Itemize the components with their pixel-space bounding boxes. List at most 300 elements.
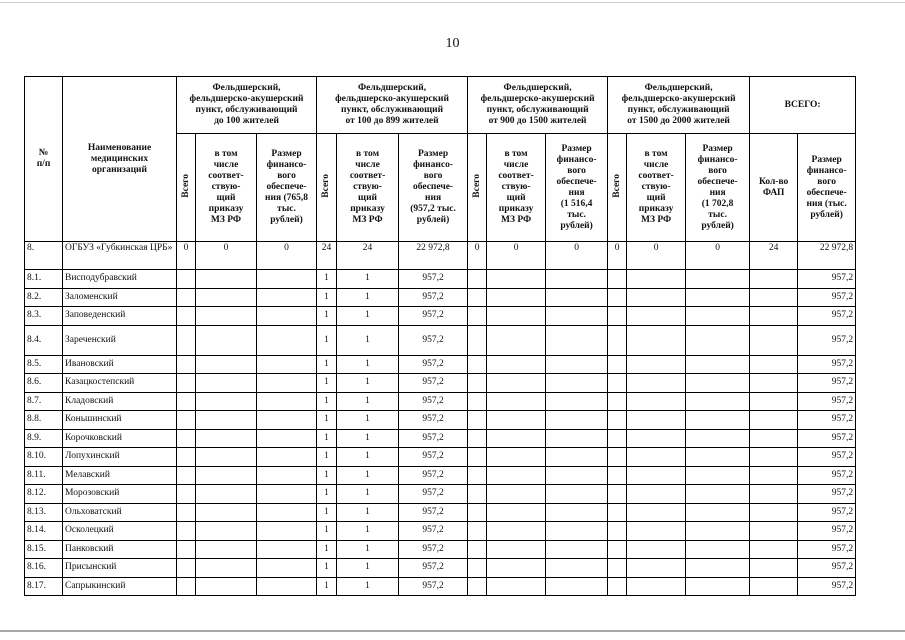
row-cell: 1 bbox=[337, 392, 399, 411]
header-total-count: Кол-во ФАП bbox=[750, 134, 798, 242]
row-cell bbox=[257, 540, 317, 559]
table-row bbox=[25, 374, 856, 393]
row-cell: 957,2 bbox=[798, 355, 856, 374]
row-cell bbox=[177, 522, 196, 541]
row-cell bbox=[257, 392, 317, 411]
row-number: 8.9. bbox=[25, 429, 63, 448]
row-cell bbox=[177, 270, 196, 289]
row-cell bbox=[686, 540, 750, 559]
header-g1-total: Всего bbox=[177, 134, 196, 242]
header-total: ВСЕГО: bbox=[750, 77, 856, 134]
row-org-name: Ивановский bbox=[63, 355, 177, 374]
row-cell: 24 bbox=[337, 242, 399, 270]
row-cell bbox=[686, 485, 750, 504]
row-cell bbox=[468, 466, 487, 485]
row-cell: 0 bbox=[546, 242, 608, 270]
row-cell bbox=[686, 429, 750, 448]
row-org-name: Присынский bbox=[63, 559, 177, 578]
row-cell: 1 bbox=[337, 429, 399, 448]
header-number: № п/п bbox=[25, 77, 63, 242]
row-cell bbox=[546, 559, 608, 578]
row-cell bbox=[196, 270, 257, 289]
table-row bbox=[25, 540, 856, 559]
row-cell bbox=[750, 522, 798, 541]
row-number: 8.7. bbox=[25, 392, 63, 411]
row-org-name: Панковский bbox=[63, 540, 177, 559]
row-cell bbox=[177, 374, 196, 393]
row-org-name: Висподубравский bbox=[63, 270, 177, 289]
row-cell bbox=[487, 485, 546, 504]
row-cell: 957,2 bbox=[798, 522, 856, 541]
row-cell bbox=[546, 429, 608, 448]
row-cell: 24 bbox=[750, 242, 798, 270]
row-cell bbox=[177, 355, 196, 374]
row-cell: 1 bbox=[317, 325, 337, 355]
row-number: 8.2. bbox=[25, 288, 63, 307]
row-number: 8.16. bbox=[25, 559, 63, 578]
row-cell bbox=[196, 485, 257, 504]
row-cell: 1 bbox=[337, 448, 399, 467]
row-cell: 957,2 bbox=[399, 577, 468, 596]
row-cell bbox=[487, 522, 546, 541]
row-cell bbox=[627, 485, 686, 504]
row-cell bbox=[608, 288, 627, 307]
row-org-name: Кладовский bbox=[63, 392, 177, 411]
row-cell bbox=[750, 374, 798, 393]
row-cell bbox=[750, 485, 798, 504]
row-cell: 1 bbox=[337, 270, 399, 289]
row-cell: 957,2 bbox=[399, 325, 468, 355]
table-row bbox=[25, 577, 856, 596]
row-cell: 957,2 bbox=[798, 288, 856, 307]
header-g1-fin: Размер финансо- вого обеспече- ния (765,8 тыс. рублей) bbox=[257, 134, 317, 242]
row-cell bbox=[750, 466, 798, 485]
table-row bbox=[25, 355, 856, 374]
row-number: 8.6. bbox=[25, 374, 63, 393]
row-cell bbox=[257, 429, 317, 448]
row-cell bbox=[546, 325, 608, 355]
row-cell bbox=[627, 374, 686, 393]
row-cell: 957,2 bbox=[399, 429, 468, 448]
row-cell bbox=[487, 577, 546, 596]
row-number: 8.5. bbox=[25, 355, 63, 374]
row-cell bbox=[196, 429, 257, 448]
row-cell bbox=[468, 392, 487, 411]
row-cell bbox=[468, 325, 487, 355]
row-cell bbox=[608, 270, 627, 289]
row-cell: 957,2 bbox=[798, 429, 856, 448]
row-cell bbox=[177, 577, 196, 596]
row-cell bbox=[608, 540, 627, 559]
row-cell bbox=[177, 503, 196, 522]
row-number: 8.14. bbox=[25, 522, 63, 541]
row-cell bbox=[196, 288, 257, 307]
row-cell: 957,2 bbox=[798, 325, 856, 355]
row-cell bbox=[257, 485, 317, 504]
row-cell: 1 bbox=[317, 540, 337, 559]
row-cell bbox=[257, 577, 317, 596]
row-cell bbox=[177, 466, 196, 485]
row-cell bbox=[627, 392, 686, 411]
row-cell bbox=[487, 307, 546, 326]
header-g1-mz: в том числе соответ- ствую- щий приказу МЗ РФ bbox=[196, 134, 257, 242]
header-g3-mz: в том числе соответ- ствую- щий приказу МЗ РФ bbox=[487, 134, 546, 242]
row-cell bbox=[487, 270, 546, 289]
row-cell: 957,2 bbox=[399, 485, 468, 504]
row-cell: 1 bbox=[317, 448, 337, 467]
row-cell bbox=[196, 325, 257, 355]
row-cell bbox=[627, 355, 686, 374]
row-cell: 1 bbox=[317, 307, 337, 326]
row-cell bbox=[468, 503, 487, 522]
row-cell bbox=[487, 288, 546, 307]
row-cell bbox=[750, 429, 798, 448]
table-row bbox=[25, 522, 856, 541]
row-cell bbox=[546, 466, 608, 485]
row-cell bbox=[177, 429, 196, 448]
row-cell bbox=[177, 559, 196, 578]
header-g2-fin: Размер финансо- вого обеспече- ния (957,2 тыс. рублей) bbox=[399, 134, 468, 242]
row-cell bbox=[546, 307, 608, 326]
row-cell bbox=[546, 540, 608, 559]
row-cell bbox=[257, 448, 317, 467]
row-cell bbox=[686, 522, 750, 541]
row-cell bbox=[487, 559, 546, 578]
row-cell bbox=[177, 288, 196, 307]
row-number: 8.3. bbox=[25, 307, 63, 326]
row-org-name: Заповеденский bbox=[63, 307, 177, 326]
row-cell bbox=[627, 307, 686, 326]
table-row bbox=[25, 325, 856, 355]
table-row bbox=[25, 242, 856, 270]
row-cell bbox=[468, 307, 487, 326]
row-cell bbox=[257, 503, 317, 522]
row-org-name: Сапрыкинский bbox=[63, 577, 177, 596]
header-g4-fin: Размер финансо- вого обеспече- ния (1 702,8 тыс. рублей) bbox=[686, 134, 750, 242]
row-cell bbox=[177, 448, 196, 467]
row-cell: 0 bbox=[196, 242, 257, 270]
row-cell bbox=[487, 429, 546, 448]
row-cell: 1 bbox=[317, 503, 337, 522]
row-cell bbox=[546, 411, 608, 430]
row-cell: 1 bbox=[337, 559, 399, 578]
row-cell: 1 bbox=[337, 540, 399, 559]
row-cell bbox=[196, 466, 257, 485]
row-cell bbox=[468, 411, 487, 430]
row-cell: 1 bbox=[317, 270, 337, 289]
row-cell bbox=[177, 411, 196, 430]
row-cell bbox=[487, 466, 546, 485]
row-org-name: Казацкостепский bbox=[63, 374, 177, 393]
row-cell: 0 bbox=[177, 242, 196, 270]
row-cell bbox=[468, 522, 487, 541]
row-cell bbox=[257, 325, 317, 355]
row-cell bbox=[257, 288, 317, 307]
row-cell: 1 bbox=[317, 429, 337, 448]
row-number: 8.4. bbox=[25, 325, 63, 355]
row-cell bbox=[257, 374, 317, 393]
row-cell: 0 bbox=[608, 242, 627, 270]
row-cell bbox=[627, 411, 686, 430]
row-cell bbox=[257, 411, 317, 430]
row-cell: 957,2 bbox=[399, 559, 468, 578]
fap-table bbox=[24, 76, 856, 596]
row-cell bbox=[468, 270, 487, 289]
page-edge-bottom bbox=[0, 630, 905, 632]
row-org-name: Корочковский bbox=[63, 429, 177, 448]
row-cell bbox=[257, 522, 317, 541]
row-org-name: Мелавский bbox=[63, 466, 177, 485]
row-number: 8.12. bbox=[25, 485, 63, 504]
row-cell: 957,2 bbox=[399, 466, 468, 485]
row-cell bbox=[468, 540, 487, 559]
row-cell bbox=[546, 448, 608, 467]
row-cell bbox=[546, 392, 608, 411]
row-cell bbox=[686, 577, 750, 596]
row-cell bbox=[177, 392, 196, 411]
row-cell bbox=[468, 374, 487, 393]
row-cell bbox=[196, 577, 257, 596]
row-cell bbox=[608, 448, 627, 467]
table-row bbox=[25, 429, 856, 448]
row-cell: 957,2 bbox=[798, 577, 856, 596]
header-group-2: Фельдшерский, фельдшерско-акушерский пункт, обслуживающий от 100 до 899 жителей bbox=[317, 77, 468, 134]
row-cell bbox=[196, 559, 257, 578]
row-cell: 24 bbox=[317, 242, 337, 270]
row-cell bbox=[627, 270, 686, 289]
row-cell bbox=[608, 466, 627, 485]
row-cell: 1 bbox=[337, 411, 399, 430]
row-cell: 957,2 bbox=[399, 355, 468, 374]
row-cell bbox=[196, 448, 257, 467]
row-cell bbox=[468, 429, 487, 448]
row-cell: 957,2 bbox=[399, 540, 468, 559]
row-cell bbox=[608, 325, 627, 355]
row-cell bbox=[627, 559, 686, 578]
row-cell bbox=[627, 540, 686, 559]
row-cell: 1 bbox=[337, 374, 399, 393]
row-cell bbox=[487, 355, 546, 374]
row-cell bbox=[750, 307, 798, 326]
row-cell: 957,2 bbox=[798, 503, 856, 522]
row-cell bbox=[627, 522, 686, 541]
page-number: 10 bbox=[445, 36, 460, 51]
row-cell: 957,2 bbox=[399, 411, 468, 430]
row-cell bbox=[196, 307, 257, 326]
row-cell bbox=[546, 503, 608, 522]
row-cell: 0 bbox=[487, 242, 546, 270]
row-cell: 957,2 bbox=[399, 270, 468, 289]
row-cell: 1 bbox=[317, 288, 337, 307]
table-row bbox=[25, 466, 856, 485]
row-number: 8.10. bbox=[25, 448, 63, 467]
row-cell bbox=[487, 448, 546, 467]
row-cell: 22 972,8 bbox=[399, 242, 468, 270]
row-cell: 1 bbox=[317, 355, 337, 374]
row-cell: 957,2 bbox=[798, 392, 856, 411]
row-cell: 957,2 bbox=[798, 540, 856, 559]
header-group-1: Фельдшерский, фельдшерско-акушерский пункт, обслуживающий до 100 жителей bbox=[177, 77, 317, 134]
header-g3-fin: Размер финансо- вого обеспече- ния (1 516,4 тыс. рублей) bbox=[546, 134, 608, 242]
header-total-fin: Размер финансо- вого обеспече- ния (тыс. рублей) bbox=[798, 134, 856, 242]
row-org-name: Заломенский bbox=[63, 288, 177, 307]
row-cell bbox=[196, 411, 257, 430]
table-row bbox=[25, 307, 856, 326]
row-cell bbox=[177, 307, 196, 326]
table-body bbox=[25, 242, 856, 596]
row-cell bbox=[487, 392, 546, 411]
row-cell: 957,2 bbox=[399, 448, 468, 467]
row-cell bbox=[196, 540, 257, 559]
row-cell bbox=[177, 540, 196, 559]
row-cell bbox=[257, 559, 317, 578]
row-cell bbox=[177, 325, 196, 355]
row-cell bbox=[608, 355, 627, 374]
header-g2-total: Всего bbox=[317, 134, 337, 242]
row-cell: 1 bbox=[317, 392, 337, 411]
row-org-name: Ольховатский bbox=[63, 503, 177, 522]
row-cell: 957,2 bbox=[399, 288, 468, 307]
row-cell bbox=[468, 355, 487, 374]
row-cell bbox=[686, 448, 750, 467]
header-g2-mz: в том числе соответ- ствую- щий приказу МЗ РФ bbox=[337, 134, 399, 242]
row-cell bbox=[487, 540, 546, 559]
row-cell bbox=[608, 392, 627, 411]
row-cell bbox=[257, 466, 317, 485]
row-cell bbox=[608, 411, 627, 430]
row-cell: 957,2 bbox=[798, 307, 856, 326]
row-cell bbox=[686, 288, 750, 307]
row-cell bbox=[686, 503, 750, 522]
header-g4-total: Всего bbox=[608, 134, 627, 242]
row-number: 8. bbox=[25, 242, 63, 270]
row-number: 8.17. bbox=[25, 577, 63, 596]
row-number: 8.15. bbox=[25, 540, 63, 559]
row-cell: 1 bbox=[337, 522, 399, 541]
row-cell bbox=[257, 307, 317, 326]
header-g4-mz: в том числе соответ- ствую- щий приказу МЗ РФ bbox=[627, 134, 686, 242]
row-cell: 957,2 bbox=[399, 503, 468, 522]
row-org-name: Осколецкий bbox=[63, 522, 177, 541]
row-cell bbox=[546, 485, 608, 504]
row-cell bbox=[608, 503, 627, 522]
row-cell bbox=[627, 429, 686, 448]
row-cell bbox=[627, 325, 686, 355]
row-cell bbox=[750, 325, 798, 355]
row-cell: 957,2 bbox=[399, 307, 468, 326]
row-cell: 1 bbox=[337, 288, 399, 307]
row-cell: 0 bbox=[468, 242, 487, 270]
row-cell bbox=[750, 288, 798, 307]
table-row bbox=[25, 485, 856, 504]
table-row bbox=[25, 411, 856, 430]
row-cell bbox=[196, 374, 257, 393]
row-cell bbox=[627, 288, 686, 307]
row-number: 8.11. bbox=[25, 466, 63, 485]
row-cell: 1 bbox=[317, 485, 337, 504]
row-cell bbox=[487, 503, 546, 522]
row-cell bbox=[546, 355, 608, 374]
row-cell bbox=[257, 355, 317, 374]
header-g3-total: Всего bbox=[468, 134, 487, 242]
table-row bbox=[25, 448, 856, 467]
row-org-name: Зареченский bbox=[63, 325, 177, 355]
row-cell bbox=[487, 374, 546, 393]
row-cell: 957,2 bbox=[798, 466, 856, 485]
row-cell: 1 bbox=[337, 466, 399, 485]
row-cell bbox=[608, 485, 627, 504]
row-cell bbox=[257, 270, 317, 289]
row-number: 8.8. bbox=[25, 411, 63, 430]
header-org-name: Наименование медицинских организаций bbox=[63, 77, 177, 242]
row-cell bbox=[686, 307, 750, 326]
row-cell bbox=[468, 485, 487, 504]
row-cell: 1 bbox=[317, 466, 337, 485]
row-cell bbox=[750, 355, 798, 374]
row-cell bbox=[750, 503, 798, 522]
row-cell bbox=[750, 448, 798, 467]
row-cell bbox=[686, 374, 750, 393]
row-cell: 1 bbox=[337, 577, 399, 596]
row-cell bbox=[608, 577, 627, 596]
row-number: 8.13. bbox=[25, 503, 63, 522]
row-cell bbox=[627, 577, 686, 596]
row-cell: 0 bbox=[627, 242, 686, 270]
row-cell: 0 bbox=[686, 242, 750, 270]
row-cell: 1 bbox=[337, 503, 399, 522]
row-cell bbox=[608, 307, 627, 326]
row-cell: 22 972,8 bbox=[798, 242, 856, 270]
table-row bbox=[25, 503, 856, 522]
row-cell: 1 bbox=[317, 374, 337, 393]
row-cell bbox=[196, 503, 257, 522]
row-cell: 1 bbox=[317, 577, 337, 596]
row-cell bbox=[177, 485, 196, 504]
row-cell: 957,2 bbox=[798, 270, 856, 289]
row-cell bbox=[627, 448, 686, 467]
row-cell bbox=[608, 522, 627, 541]
row-cell bbox=[750, 559, 798, 578]
row-cell bbox=[750, 540, 798, 559]
row-cell bbox=[487, 325, 546, 355]
table-row bbox=[25, 559, 856, 578]
row-cell bbox=[686, 392, 750, 411]
row-cell: 1 bbox=[337, 307, 399, 326]
row-cell bbox=[196, 392, 257, 411]
row-cell: 957,2 bbox=[798, 374, 856, 393]
row-cell bbox=[468, 288, 487, 307]
row-cell: 1 bbox=[337, 485, 399, 504]
row-cell: 0 bbox=[257, 242, 317, 270]
row-cell bbox=[468, 577, 487, 596]
row-org-name: ОГБУЗ «Губкинская ЦРБ» bbox=[63, 242, 177, 270]
row-cell bbox=[686, 355, 750, 374]
header-group-3: Фельдшерский, фельдшерско-акушерский пункт, обслуживающий от 900 до 1500 жителей bbox=[468, 77, 608, 134]
row-cell bbox=[686, 325, 750, 355]
row-cell bbox=[750, 392, 798, 411]
row-org-name: Морозовский bbox=[63, 485, 177, 504]
row-cell bbox=[546, 577, 608, 596]
row-cell bbox=[546, 270, 608, 289]
row-cell bbox=[750, 577, 798, 596]
row-cell: 957,2 bbox=[399, 374, 468, 393]
row-cell: 1 bbox=[337, 325, 399, 355]
row-cell: 957,2 bbox=[798, 485, 856, 504]
row-cell: 957,2 bbox=[399, 522, 468, 541]
row-cell bbox=[546, 522, 608, 541]
row-cell bbox=[608, 374, 627, 393]
row-cell bbox=[686, 559, 750, 578]
